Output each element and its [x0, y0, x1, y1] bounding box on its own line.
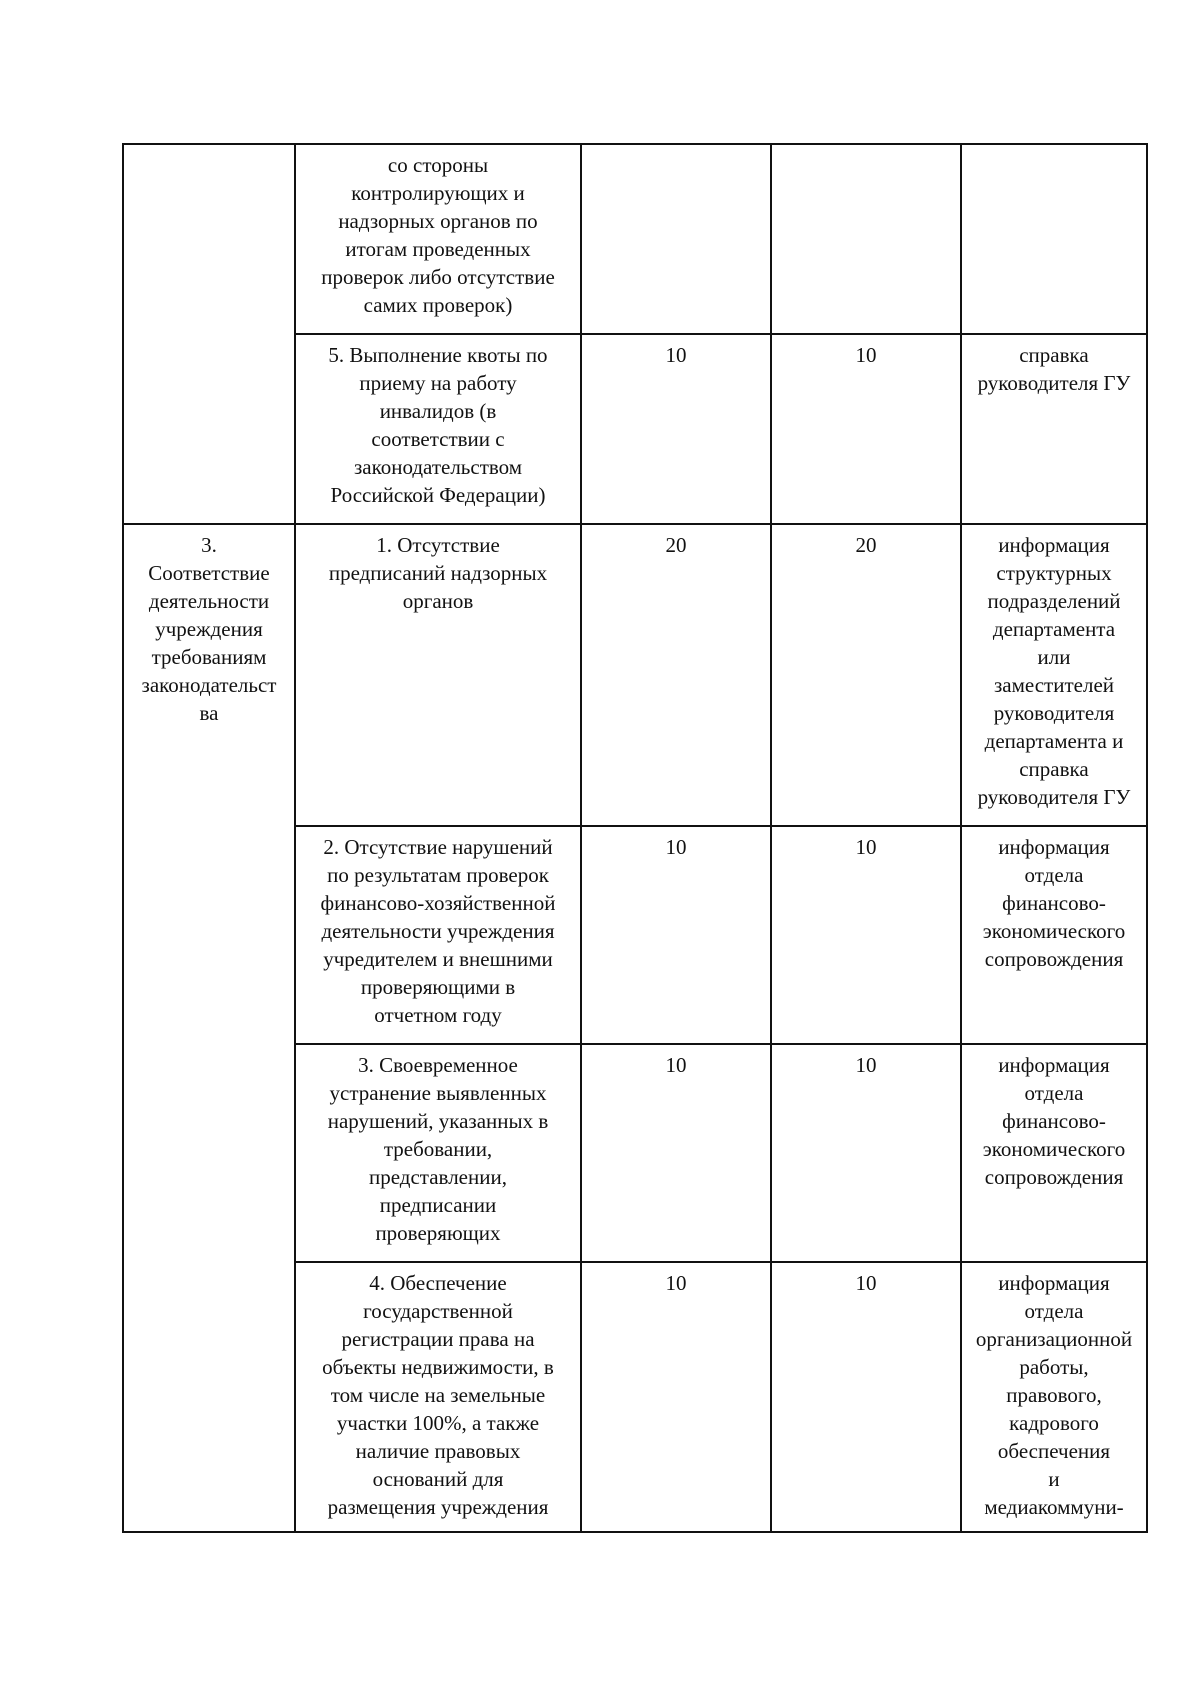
criterion-cell: 3. Своевременное устранение выявленных нарушений, указанных в требовании, представлении, предписании проверяющих — [295, 1044, 581, 1262]
source-cell: информация отдела организационной работы, правового, кадрового обеспечения и медиакоммуни- — [961, 1262, 1147, 1532]
source-cell: информация отдела финансово- экономического сопровождения — [961, 1044, 1147, 1262]
group-cell — [123, 144, 295, 524]
score-cell — [771, 144, 961, 334]
max-score-cell — [581, 144, 771, 334]
score-cell: 10 — [771, 1262, 961, 1532]
criterion-cell: со стороны контролирующих и надзорных органов по итогам проведенных проверок либо отсутствие самих проверок) — [295, 144, 581, 334]
max-score-cell: 10 — [581, 826, 771, 1044]
criterion-cell: 4. Обеспечение государственной регистрации права на объекты недвижимости, в том числе на земельные участки 100%, а также наличие правовых оснований для размещения учреждения — [295, 1262, 581, 1532]
source-cell: справка руководителя ГУ — [961, 334, 1147, 524]
score-cell: 10 — [771, 1044, 961, 1262]
score-cell: 10 — [771, 334, 961, 524]
criterion-cell: 5. Выполнение квоты по приему на работу инвалидов (в соответствии с законодательством Российской Федерации) — [295, 334, 581, 524]
group-cell: 3. Соответствие деятельности учреждения требованиям законодательст ва — [123, 524, 295, 1532]
max-score-cell: 10 — [581, 334, 771, 524]
max-score-cell: 20 — [581, 524, 771, 826]
table-row — [123, 524, 1147, 826]
source-cell: информация отдела финансово- экономического сопровождения — [961, 826, 1147, 1044]
table-row — [123, 144, 1147, 334]
score-cell: 10 — [771, 826, 961, 1044]
criterion-cell: 2. Отсутствие нарушений по результатам проверок финансово-хозяйственной деятельности учреждения учредителем и внешними проверяющими в отчетном году — [295, 826, 581, 1044]
source-cell — [961, 144, 1147, 334]
max-score-cell: 10 — [581, 1262, 771, 1532]
source-cell: информация структурных подразделений департамента или заместителей руководителя департамента и справка руководителя ГУ — [961, 524, 1147, 826]
criterion-cell: 1. Отсутствие предписаний надзорных органов — [295, 524, 581, 826]
score-cell: 20 — [771, 524, 961, 826]
max-score-cell: 10 — [581, 1044, 771, 1262]
criteria-table — [122, 143, 1148, 1533]
